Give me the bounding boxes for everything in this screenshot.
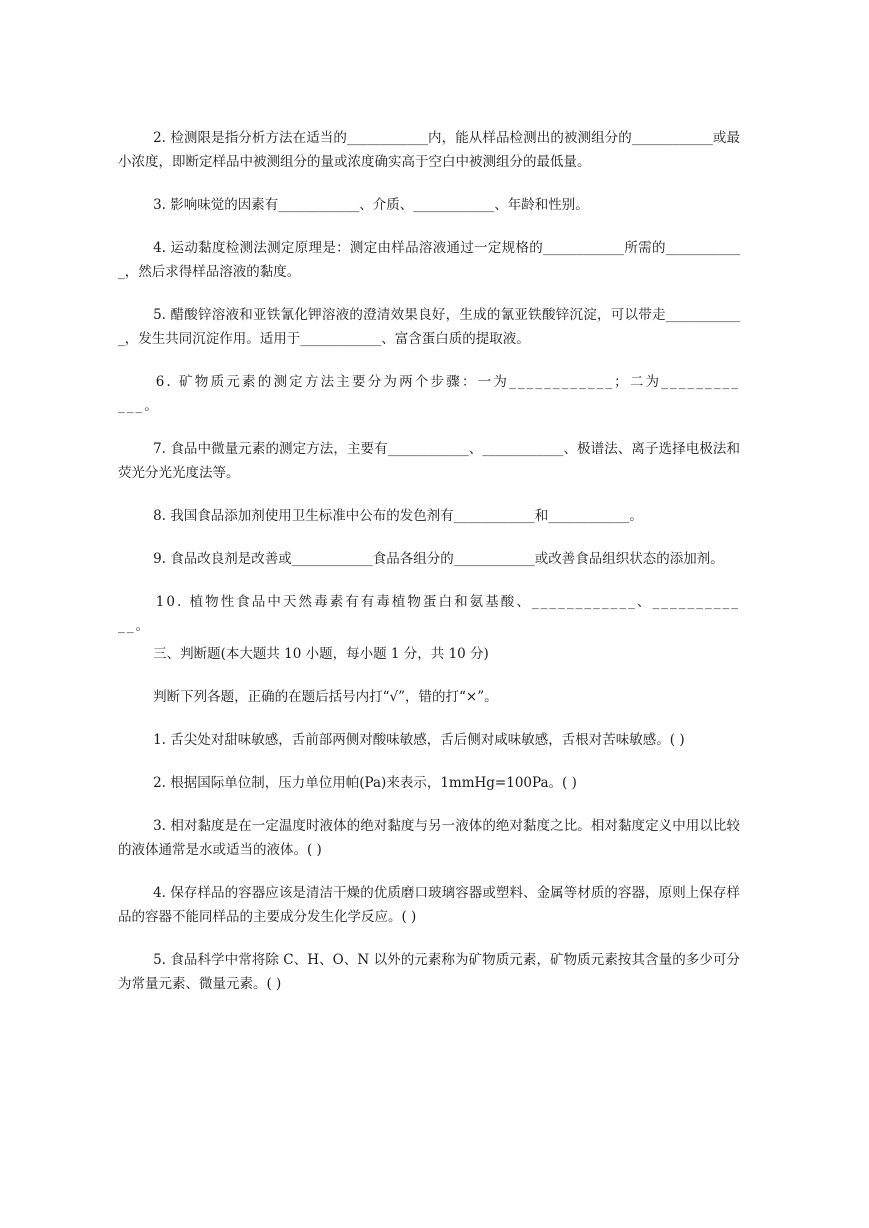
judgment-item-5: 5. 食品科学中常将除 C、H、O、N 以外的元素称为矿物质元素，矿物质元素按其含量的多少可分为常量元素、微量元素。( ) (118, 952, 740, 992)
judgment-item-1: 1. 舌尖处对甜味敏感，舌前部两侧对酸味敏感，舌后侧对咸味敏感，舌根对苦味敏感。( ) (153, 732, 685, 748)
fill-in-item-8: 8. 我国食品添加剂使用卫生标准中公布的发色剂有____________和____________。 (153, 508, 643, 524)
judgment-item-4: 4. 保存样品的容器应该是清洁干燥的优质磨口玻璃容器或塑料、金属等材质的容器，原则上保存样品的容器不能同样品的主要成分发生化学反应。( ) (118, 885, 740, 925)
section-heading: 三、判断题(本大题共 10 小题，每小题 1 分，共 10 分) (153, 646, 489, 662)
fill-in-item-4: 4. 运动黏度检测法测定原理是：测定由样品溶液通过一定规格的____________所需的____________，然后求得样品溶液的黏度。 (118, 240, 740, 280)
fill-in-item-5: 5. 醋酸锌溶液和亚铁氰化钾溶液的澄清效果良好，生成的氰亚铁酸锌沉淀，可以带走____________，发生共同沉淀作用。适用于____________、富含蛋白质的提取液。 (118, 307, 740, 347)
document-page (118, 126, 740, 1015)
fill-in-item-2: 2. 检测限是指分析方法在适当的____________内，能从样品检测出的被测组分的____________或最小浓度，即断定样品中被测组分的量或浓度确实高于空白中被测组分的最低量。 (118, 130, 740, 170)
fill-in-item-10: 10. 植物性食品中天然毒素有有毒植物蛋白和氨基酸、____________、____________。 (118, 594, 740, 634)
fill-in-item-7: 7. 食品中微量元素的测定方法，主要有____________、____________、极谱法、离子选择电极法和荧光分光光度法等。 (118, 441, 740, 481)
fill-in-item-3: 3. 影响味觉的因素有____________、介质、____________、年龄和性别。 (153, 197, 589, 213)
fill-in-item-6: 6. 矿物质元素的测定方法主要分为两个步骤：一为____________；二为____________。 (118, 374, 740, 414)
fill-in-item-9: 9. 食品改良剂是改善或____________食品各组分的____________或改善食品组织状态的添加剂。 (153, 551, 724, 567)
judgment-item-3: 3. 相对黏度是在一定温度时液体的绝对黏度与另一液体的绝对黏度之比。相对黏度定义中用以比较的液体通常是水或适当的液体。( ) (118, 818, 740, 858)
instruction-text: 判断下列各题，正确的在题后括号内打“√”，错的打“×”。 (153, 689, 498, 705)
judgment-item-2: 2. 根据国际单位制，压力单位用帕(Pa)来表示，1mmHg=100Pa。( ) (153, 775, 577, 791)
